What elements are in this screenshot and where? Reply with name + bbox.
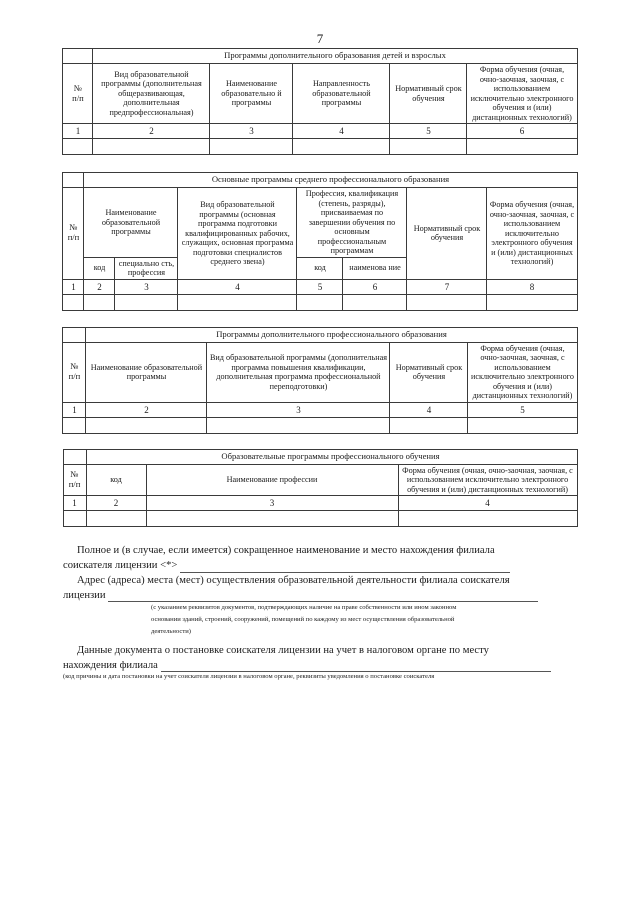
table-additional-education xyxy=(62,48,577,155)
table-additional-professional xyxy=(62,327,577,434)
col-number: 7 xyxy=(407,279,487,294)
cell-empty[interactable] xyxy=(84,294,115,310)
header-np-line1: № xyxy=(70,469,79,480)
header-np-line1: № xyxy=(69,222,78,233)
header-np xyxy=(63,342,86,402)
corner-cell xyxy=(63,49,93,64)
header-study-form: Форма обучения (очная, очно-заочная, заочная, с использованием исключительно электронного обучения и (или) дистанционных технологий) xyxy=(487,188,577,280)
paragraph-branch-name-line2: соискателя лицензии <*> xyxy=(63,560,178,572)
corner-cell xyxy=(63,327,86,342)
header-np xyxy=(63,188,84,280)
header-study-form: Форма обучения (очная, очно-заочная, заочная, с использованием исключительно электронного обучения и (или) дистанционных технологий) xyxy=(468,342,577,402)
cell-empty[interactable] xyxy=(115,294,178,310)
header-program-name: Наименование образовательно й программы xyxy=(210,64,293,124)
col-number: 2 xyxy=(84,279,115,294)
table-row-numbers xyxy=(63,124,577,139)
spacer xyxy=(0,155,640,172)
col-number: 1 xyxy=(63,402,86,417)
header-normative-term: Нормативный срок обучения xyxy=(390,64,467,124)
table-row-empty[interactable] xyxy=(63,511,577,527)
table-row-empty[interactable] xyxy=(63,417,577,433)
cell-empty[interactable] xyxy=(63,139,93,155)
corner-cell xyxy=(63,449,86,464)
note-tax-line1: (код причины и дата постановки на учет соискателя лицензии в налоговом органе, реквизиты уведомления о постановке соискателя xyxy=(63,673,435,681)
table-vocational-training xyxy=(63,449,578,528)
header-np-line2: п/п xyxy=(67,232,80,243)
cell-empty[interactable] xyxy=(146,511,398,527)
spacer xyxy=(0,311,640,327)
col-number: 3 xyxy=(210,124,293,139)
col-number: 6 xyxy=(343,279,407,294)
col-number: 5 xyxy=(297,279,343,294)
table-row-empty[interactable] xyxy=(63,294,577,310)
header-np-line2: п/п xyxy=(68,371,81,382)
header-profession-name: наименова ние xyxy=(343,257,407,279)
fill-line-branch-name[interactable] xyxy=(180,563,510,573)
header-np-line2: п/п xyxy=(68,479,81,490)
cell-empty[interactable] xyxy=(63,294,84,310)
cell-empty[interactable] xyxy=(343,294,407,310)
fill-line-tax-registration[interactable] xyxy=(161,662,551,672)
paragraph-address-line2: лицензии xyxy=(63,589,106,601)
cell-empty[interactable] xyxy=(390,139,467,155)
table-row-band xyxy=(63,449,577,464)
table-row-header-top xyxy=(63,188,577,258)
header-np xyxy=(63,64,93,124)
col-number: 3 xyxy=(146,496,398,511)
paragraph-tax-registration-line2-row xyxy=(63,659,577,673)
header-profession-group: Профессия, квалификация (степень, разряды), присваиваемая по завершении обучения по основным профессиональным программам xyxy=(297,188,407,258)
header-study-form: Форма обучения (очная, очно-заочная, заочная, с использованием исключительно электронного обучения и (или) дистанционных технологий) xyxy=(467,64,577,124)
header-program-kind: Вид образовательной программы (дополнительная общеразвивающая, дополнительная предпрофессиональная) xyxy=(93,64,210,124)
header-program-name-group: Наименование образовательной программы xyxy=(84,188,178,258)
bottom-text-block xyxy=(63,527,577,682)
band-title: Программы дополнительного образования детей и взрослых xyxy=(93,49,577,64)
fill-line-address[interactable] xyxy=(108,592,538,602)
table-row-header xyxy=(63,464,577,496)
header-code: код xyxy=(86,464,146,496)
header-profession-code: код xyxy=(297,257,343,279)
header-program-focus: Направленность образовательной программы xyxy=(293,64,390,124)
col-number: 4 xyxy=(293,124,390,139)
table-row-header xyxy=(63,64,577,124)
header-program-name: Наименование образовательной программы xyxy=(86,342,207,402)
header-np-line1: № xyxy=(70,361,79,372)
header-study-form: Форма обучения (очная, очно-заочная, заочная, с использованием исключительно электронного обучения и (или) дистанционных технологий) xyxy=(398,464,577,496)
header-specialty: специально сть, профессия xyxy=(115,257,178,279)
cell-empty[interactable] xyxy=(398,511,577,527)
cell-empty[interactable] xyxy=(390,417,468,433)
note-tax-block xyxy=(63,672,640,682)
cell-empty[interactable] xyxy=(86,417,207,433)
band-title: Основные программы среднего профессионального образования xyxy=(84,173,577,188)
header-program-code: код xyxy=(84,257,115,279)
table-row-header xyxy=(63,342,577,402)
paragraph-tax-registration-line1: Данные документа о постановке соискателя лицензии на учет в налоговом органе по месту xyxy=(77,644,489,656)
paragraph-branch-name xyxy=(63,544,577,558)
col-number: 4 xyxy=(390,402,468,417)
note-address-line3: деятельности) xyxy=(151,627,191,635)
paragraph-branch-name-line1: Полное и (в случае, если имеется) сокращенное наименование и место нахождения филиала xyxy=(77,545,495,557)
note-address-line2: основании зданий, строений, сооружений, помещений по каждому из мест осуществления образовательной xyxy=(151,616,455,624)
cell-empty[interactable] xyxy=(63,417,86,433)
cell-empty[interactable] xyxy=(210,139,293,155)
note-address-line1: (с указанием реквизитов документов, подтверждающих наличие на праве собственности или ином законном xyxy=(151,604,457,612)
cell-empty[interactable] xyxy=(297,294,343,310)
cell-empty[interactable] xyxy=(467,139,577,155)
spacer xyxy=(0,434,640,449)
header-normative-term: Нормативный срок обучения xyxy=(407,188,487,280)
paragraph-tax-registration-line2: нахождения филиала xyxy=(63,659,158,671)
table-row-band xyxy=(63,327,577,342)
paragraph-address-line1: Адрес (адреса) места (мест) осуществления образовательной деятельности филиала соискателя xyxy=(77,574,510,586)
paragraph-address xyxy=(63,574,577,588)
paragraph-tax-registration xyxy=(63,644,577,658)
col-number: 1 xyxy=(63,279,84,294)
col-number: 2 xyxy=(86,402,207,417)
note-address-block xyxy=(63,602,640,639)
col-number: 1 xyxy=(63,496,86,511)
paragraph-branch-name-line2-row xyxy=(63,559,577,573)
cell-empty[interactable] xyxy=(207,417,390,433)
header-np-line2: п/п xyxy=(72,92,84,103)
table-row-numbers xyxy=(63,402,577,417)
cell-empty[interactable] xyxy=(178,294,297,310)
col-number: 4 xyxy=(178,279,297,294)
table-row-band xyxy=(63,173,577,188)
col-number: 5 xyxy=(390,124,467,139)
paragraph-address-line2-row xyxy=(63,589,577,603)
col-number: 3 xyxy=(115,279,178,294)
table-row-empty[interactable] xyxy=(63,139,577,155)
col-number: 4 xyxy=(398,496,577,511)
col-number: 6 xyxy=(467,124,577,139)
table-2-wrapper xyxy=(0,172,640,311)
table-4-wrapper xyxy=(0,449,640,528)
col-number: 5 xyxy=(468,402,577,417)
table-1-wrapper xyxy=(0,48,640,155)
table-row-band xyxy=(63,49,577,64)
col-number: 8 xyxy=(487,279,577,294)
cell-empty[interactable] xyxy=(407,294,487,310)
table-3-wrapper xyxy=(0,327,640,434)
header-normative-term: Нормативный срок обучения xyxy=(390,342,468,402)
cell-empty[interactable] xyxy=(86,511,146,527)
header-program-kind: Вид образовательной программы (основная программа подготовки квалифицированных рабочих, служащих, основная программа подготовки специалистов среднего звена) xyxy=(178,188,297,280)
corner-cell xyxy=(63,173,84,188)
cell-empty[interactable] xyxy=(293,139,390,155)
cell-empty[interactable] xyxy=(63,511,86,527)
band-title: Программы дополнительного профессионального образования xyxy=(86,327,577,342)
table-row-numbers xyxy=(63,496,577,511)
header-program-kind: Вид образовательной программы (дополнительная программа повышения квалификации, дополнительная программа профессиональной переподготовки) xyxy=(207,342,390,402)
header-profession-name: Наименование профессии xyxy=(146,464,398,496)
table-secondary-vocational xyxy=(62,172,577,311)
col-number: 1 xyxy=(63,124,93,139)
cell-empty[interactable] xyxy=(93,139,210,155)
page-number: 7 xyxy=(316,31,324,46)
band-title: Образовательные программы профессионального обучения xyxy=(86,449,577,464)
header-np-line1: № xyxy=(73,82,83,93)
header-np xyxy=(63,464,86,496)
col-number: 3 xyxy=(207,402,390,417)
cell-empty[interactable] xyxy=(487,294,577,310)
col-number: 2 xyxy=(86,496,146,511)
col-number: 2 xyxy=(93,124,210,139)
cell-empty[interactable] xyxy=(468,417,577,433)
table-row-numbers xyxy=(63,279,577,294)
